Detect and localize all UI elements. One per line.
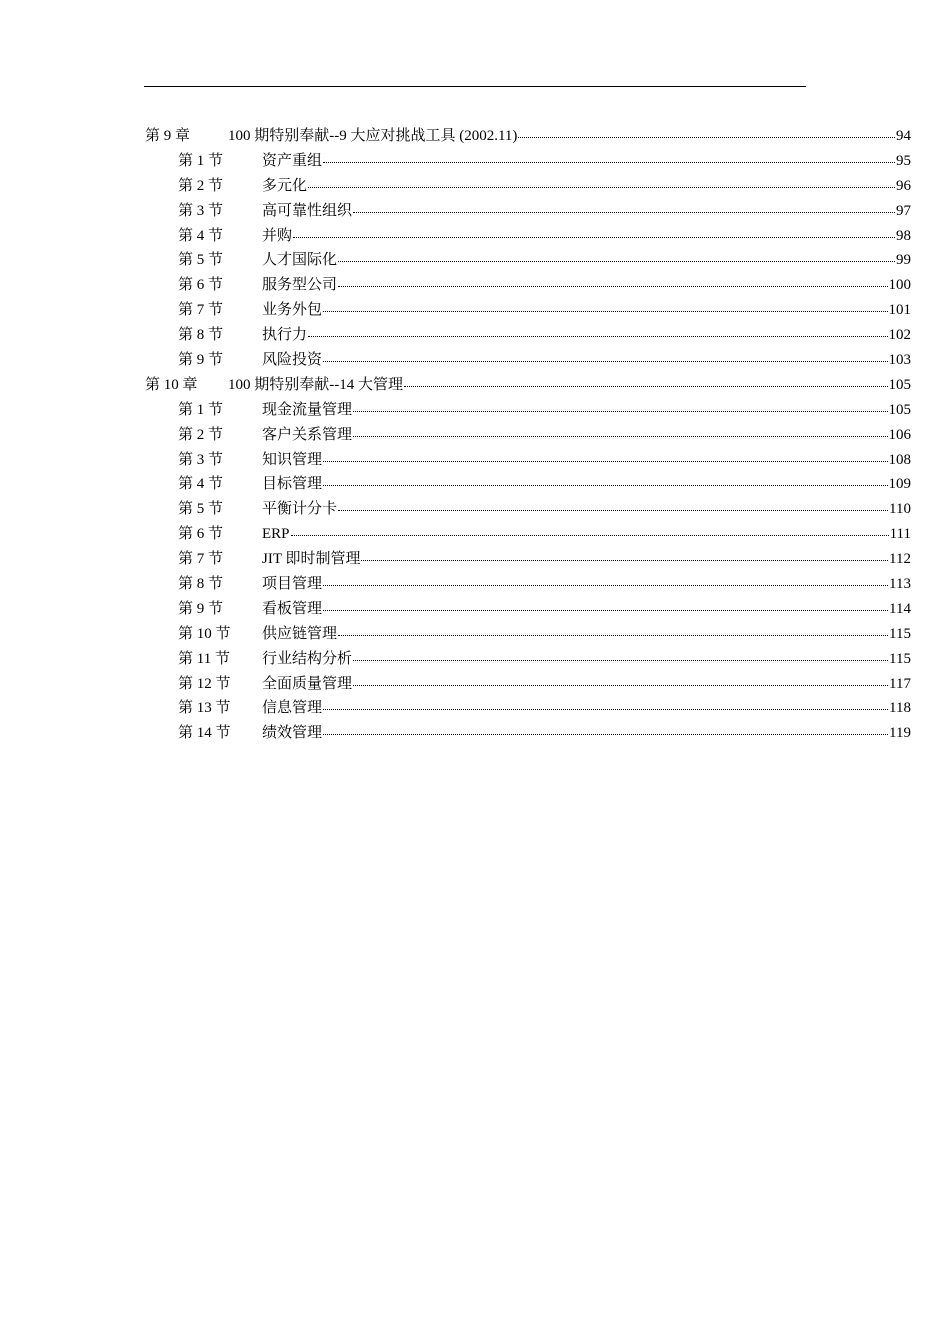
toc-entry-number: 第 9 章 (145, 128, 191, 144)
toc-entry-number: 第 6 节 (178, 526, 224, 543)
toc-entry-number: 第 10 章 (145, 376, 198, 393)
dot-leader (338, 509, 888, 511)
toc-entry-page: 96 (896, 177, 911, 194)
dot-leader (323, 360, 887, 362)
toc-entry-number: 第 8 节 (178, 327, 224, 344)
dot-leader (308, 186, 895, 188)
toc-entry-number: 第 1 节 (178, 401, 224, 418)
toc-section[interactable] (145, 597, 911, 622)
toc-entry-number: 第 7 节 (178, 551, 224, 568)
toc-entry-page: 95 (896, 152, 911, 169)
dot-leader (323, 609, 888, 611)
toc-entry-number: 第 8 节 (178, 576, 224, 593)
toc-entry-page: 99 (896, 252, 911, 269)
toc-entry-title: 并购 (262, 227, 293, 244)
toc-entry-page: 100 (888, 277, 911, 294)
toc-entry-number: 第 12 节 (178, 675, 231, 692)
toc-entry-number: 第 9 节 (178, 600, 224, 617)
toc-section[interactable] (145, 423, 911, 448)
table-of-contents (145, 124, 911, 746)
toc-entry-number: 第 1 节 (178, 152, 224, 169)
toc-entry-page: 111 (889, 526, 911, 543)
toc-entry-number: 第 2 节 (178, 426, 224, 443)
toc-entry-title: 行业结构分析 (262, 650, 353, 667)
toc-entry-page: 114 (889, 600, 911, 617)
toc-entry-number: 第 13 节 (178, 700, 231, 717)
toc-section[interactable] (145, 199, 911, 224)
toc-entry-title: 知识管理 (262, 451, 323, 468)
toc-entry-number: 第 9 节 (178, 352, 224, 369)
toc-chapter-9[interactable] (145, 124, 911, 149)
dot-leader (323, 733, 888, 735)
toc-entry-title: 目标管理 (262, 476, 323, 493)
toc-entry-page: 108 (888, 451, 911, 468)
toc-section[interactable] (145, 647, 911, 672)
toc-section[interactable] (145, 323, 911, 348)
toc-entry-page: 115 (889, 650, 911, 667)
dot-leader (323, 310, 887, 312)
dot-leader (338, 285, 887, 287)
dot-leader (518, 136, 895, 138)
dot-leader (338, 634, 888, 636)
toc-entry-number: 第 2 节 (178, 177, 224, 194)
toc-section[interactable] (145, 497, 911, 522)
toc-entry-number: 第 4 节 (178, 227, 224, 244)
toc-entry-number: 第 5 节 (178, 252, 224, 269)
toc-entry-title: 100 期特别奉献--14 大管理 (228, 376, 403, 393)
dot-leader (308, 335, 887, 337)
toc-entry-number: 第 3 节 (178, 202, 224, 219)
dot-leader (353, 684, 888, 686)
toc-section[interactable] (145, 149, 911, 174)
dot-leader (338, 260, 895, 262)
toc-entry-title: 执行力 (262, 327, 308, 344)
toc-entry-title: 项目管理 (262, 576, 323, 593)
toc-entry-title: 人才国际化 (262, 252, 338, 269)
toc-entry-number: 第 6 节 (178, 277, 224, 294)
toc-entry-number: 第 5 节 (178, 501, 224, 518)
toc-entry-page: 94 (896, 128, 911, 144)
dot-leader (361, 559, 888, 561)
dot-leader (353, 659, 888, 661)
toc-section[interactable] (145, 398, 911, 423)
toc-entry-number: 第 7 节 (178, 302, 224, 319)
toc-entry-page: 118 (889, 700, 911, 717)
toc-entry-title: 客户关系管理 (262, 426, 353, 443)
toc-entry-title: ERP (262, 526, 290, 543)
toc-entry-page: 103 (888, 352, 911, 369)
toc-entry-title: 业务外包 (262, 302, 323, 319)
toc-entry-page: 97 (896, 202, 911, 219)
dot-leader (323, 460, 887, 462)
dot-leader (323, 584, 888, 586)
toc-entry-title: 服务型公司 (262, 277, 338, 294)
toc-entry-page: 102 (888, 327, 911, 344)
toc-entry-page: 110 (889, 501, 911, 518)
toc-entry-title: 高可靠性组织 (262, 202, 353, 219)
dot-leader (323, 161, 895, 163)
toc-entry-title: 资产重组 (262, 152, 323, 169)
toc-section[interactable] (145, 248, 911, 273)
toc-section[interactable] (145, 721, 911, 746)
toc-chapter-10[interactable] (145, 373, 911, 398)
toc-entry-title: 供应链管理 (262, 625, 338, 642)
toc-entry-title: 100 期特别奉献--9 大应对挑战工具 (2002.11) (228, 128, 518, 144)
toc-section[interactable] (145, 273, 911, 298)
toc-entry-title: 全面质量管理 (262, 675, 353, 692)
dot-leader (353, 435, 887, 437)
toc-section[interactable] (145, 224, 911, 249)
toc-entry-number: 第 3 节 (178, 451, 224, 468)
toc-entry-page: 113 (889, 576, 911, 593)
toc-entry-page: 109 (888, 476, 911, 493)
toc-entry-page: 117 (889, 675, 911, 692)
toc-entry-page: 105 (888, 376, 911, 393)
toc-entry-title: 风险投资 (262, 352, 323, 369)
toc-entry-title: 看板管理 (262, 600, 323, 617)
toc-entry-number: 第 14 节 (178, 725, 231, 742)
toc-section[interactable] (145, 448, 911, 473)
toc-section[interactable] (145, 547, 911, 572)
toc-entry-number: 第 10 节 (178, 625, 231, 642)
toc-entry-page: 112 (889, 551, 911, 568)
toc-entry-page: 106 (888, 426, 911, 443)
dot-leader (353, 410, 887, 412)
toc-section[interactable] (145, 348, 911, 373)
toc-section[interactable] (145, 622, 911, 647)
dot-leader (291, 534, 889, 536)
toc-entry-title: 绩效管理 (262, 725, 323, 742)
toc-entry-title: 多元化 (262, 177, 308, 194)
dot-leader (353, 211, 895, 213)
toc-section[interactable] (145, 472, 911, 497)
dot-leader (323, 484, 887, 486)
header-rule (144, 86, 806, 87)
toc-section[interactable] (145, 174, 911, 199)
toc-entry-page: 101 (888, 302, 911, 319)
toc-entry-title: JIT 即时制管理 (262, 551, 361, 568)
toc-entry-title: 信息管理 (262, 700, 323, 717)
toc-section[interactable] (145, 298, 911, 323)
dot-leader (293, 236, 895, 238)
toc-entry-page: 119 (889, 725, 911, 742)
toc-section[interactable] (145, 522, 911, 547)
toc-entry-page: 105 (888, 401, 911, 418)
toc-entry-number: 第 4 节 (178, 476, 224, 493)
dot-leader (404, 385, 888, 387)
dot-leader (323, 708, 888, 710)
toc-entry-page: 98 (896, 227, 911, 244)
toc-section[interactable] (145, 672, 911, 697)
toc-entry-title: 现金流量管理 (262, 401, 353, 418)
toc-entry-number: 第 11 节 (178, 650, 230, 667)
toc-entry-title: 平衡计分卡 (262, 501, 338, 518)
toc-section[interactable] (145, 572, 911, 597)
toc-section[interactable] (145, 696, 911, 721)
toc-entry-page: 115 (889, 625, 911, 642)
